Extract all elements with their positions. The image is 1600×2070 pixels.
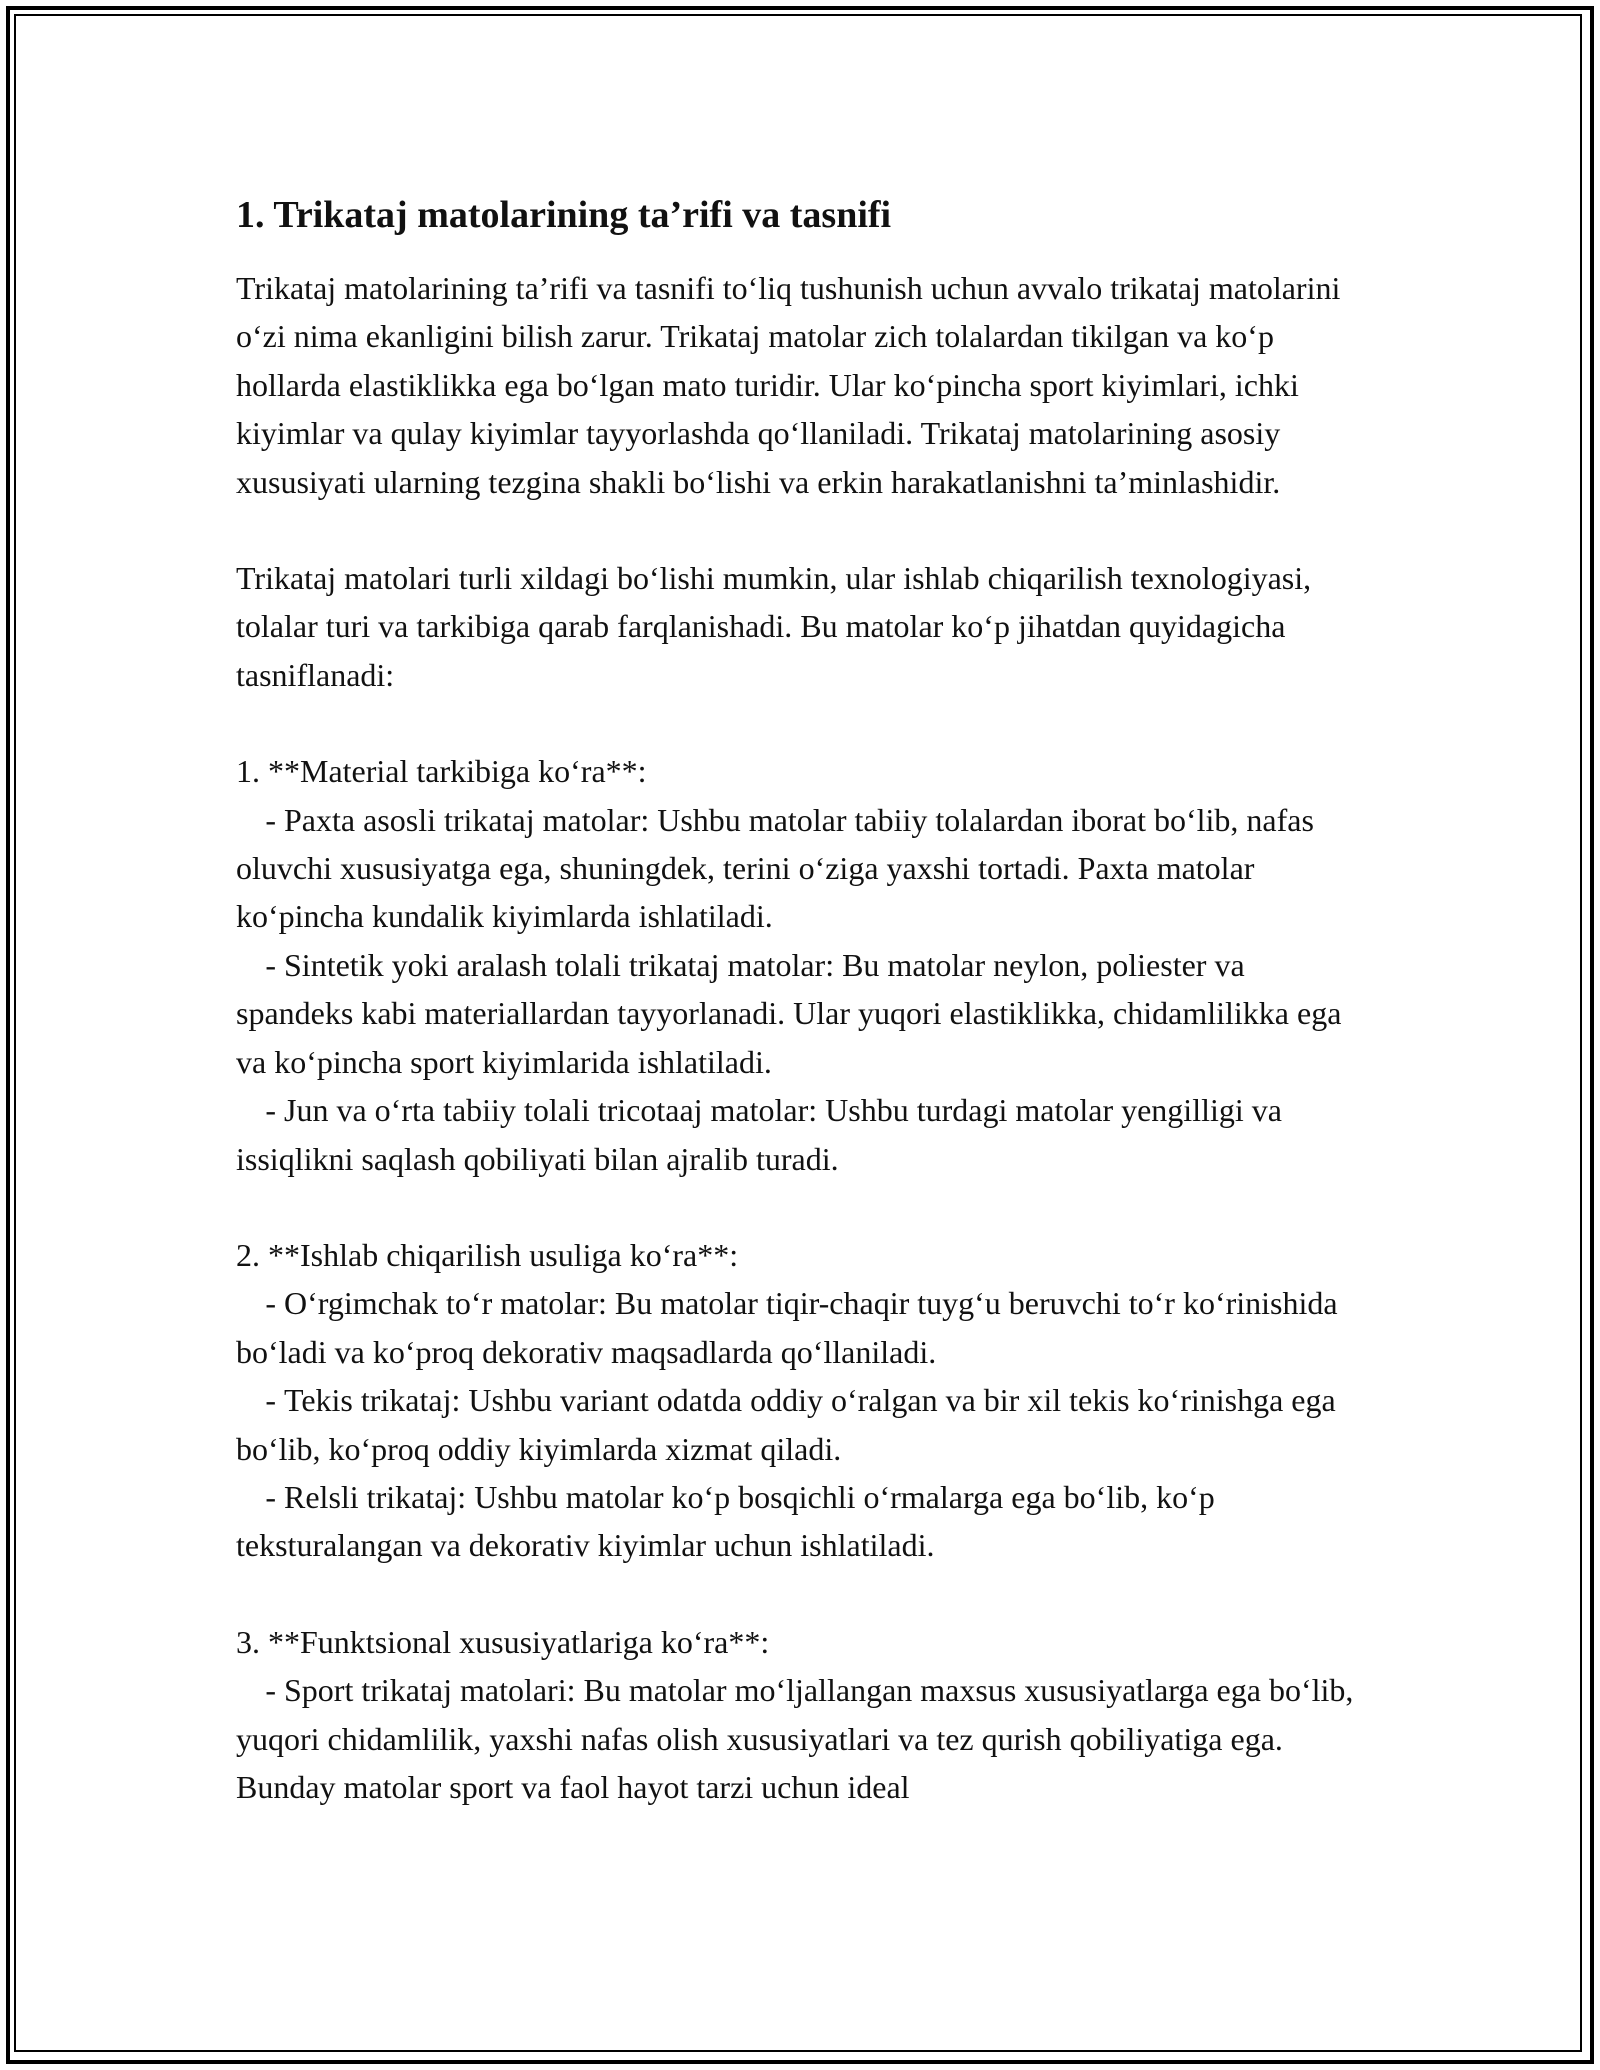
section-title: 3. **Funktsional xususiyatlariga ko‘ra**: bbox=[236, 1623, 770, 1660]
section-title: 2. **Ishlab chiqarilish usuliga ko‘ra**: bbox=[236, 1236, 739, 1273]
section-title: 1. **Material tarkibiga ko‘ra**: bbox=[236, 753, 647, 790]
list-item: - Tekis trikataj: Ushbu variant odatda oddiy o‘ralgan va bir xil tekis ko‘rinishga ega bo‘lib, ko‘proq oddiy kiyimlarda xizmat qiladi. bbox=[236, 1382, 1336, 1467]
document-body bbox=[236, 186, 1366, 1859]
paragraph-classification-intro: Trikataj matolari turli xildagi bo‘lishi mumkin, ular ishlab chiqarilish texnologiyasi, tolalar turi va tarkibiga qarab farqlanishadi. Bu matolar ko‘p jihatdan quyidagicha tasniflanadi: bbox=[236, 560, 1312, 693]
list-item-text: Tekis trikataj: Ushbu variant odatda oddiy o‘ralgan va bir xil tekis ko‘rinishga ega bo‘lib, ko‘proq oddiy kiyimlarda xizmat qiladi. bbox=[236, 1382, 1336, 1467]
list-item-text: Sintetik yoki aralash tolali trikataj matolar: Bu matolar neylon, poliester va spandeks kabi materiallardan tayyorlanadi. Ular yuqori elastiklikka, chidamlilikka ega va ko‘pincha sport kiyimlarida ishlatiladi. bbox=[236, 946, 1342, 1080]
list-item-text: O‘rgimchak to‘r matolar: Bu matolar tiqir-chaqir tuyg‘u beruvchi to‘r ko‘rinishida bo‘ladi va ko‘proq dekorativ maqsadlarda qo‘llaniladi. bbox=[236, 1285, 1338, 1370]
list-item: - Sintetik yoki aralash tolali trikataj matolar: Bu matolar neylon, poliester va spandeks kabi materiallardan tayyorlanadi. Ular yuqori elastiklikka, chidamlilikka ega va ko‘pincha sport kiyimlarida ishlatiladi. bbox=[236, 946, 1342, 1080]
list-item: - Sport trikataj matolari: Bu matolar mo‘ljallangan maxsus xususiyatlarga ega bo‘lib, yuqori chidamlilik, yaxshi nafas olish xususiyatlari va tez qurish qobiliyatiga ega. Bunday matolar sport va faol hayot tarzi uchun ideal bbox=[236, 1672, 1354, 1805]
list-item-text: Jun va o‘rta tabiiy tolali tricotaaj matolar: Ushbu turdagi matolar yengilligi va issiqlikni saqlash qobiliyati bilan ajralib turadi. bbox=[236, 1092, 1282, 1177]
section-material-composition bbox=[236, 747, 1366, 1183]
section-production-method bbox=[236, 1231, 1366, 1570]
section-functional-properties bbox=[236, 1618, 1366, 1812]
list-item-text: Paxta asosli trikataj matolar: Ushbu matolar tabiiy tolalardan iborat bo‘lib, nafas oluvchi xususiyatga ega, shuningdek, terini o‘ziga yaxshi tortadi. Paxta matolar ko‘pincha kundalik kiyimlarda ishlatiladi. bbox=[236, 801, 1314, 935]
list-item: - Paxta asosli trikataj matolar: Ushbu matolar tabiiy tolalardan iborat bo‘lib, nafas oluvchi xususiyatga ega, shuningdek, terini o‘ziga yaxshi tortadi. Paxta matolar ko‘pincha kundalik kiyimlarda ishlatiladi. bbox=[236, 801, 1314, 935]
list-item-text: Relsli trikataj: Ushbu matolar ko‘p bosqichli o‘rmalarga ega bo‘lib, ko‘p teksturalangan va dekorativ kiyimlar uchun ishlatiladi. bbox=[236, 1478, 1215, 1564]
list-item: - Relsli trikataj: Ushbu matolar ko‘p bosqichli o‘rmalarga ega bo‘lib, ko‘p teksturalangan va dekorativ kiyimlar uchun ishlatiladi. bbox=[236, 1478, 1215, 1564]
list-item: - Jun va o‘rta tabiiy tolali tricotaaj matolar: Ushbu turdagi matolar yengilligi va issiqlikni saqlash qobiliyati bilan ajralib turadi. bbox=[236, 1092, 1282, 1177]
list-item: - O‘rgimchak to‘r matolar: Bu matolar tiqir-chaqir tuyg‘u beruvchi to‘r ko‘rinishida bo‘ladi va ko‘proq dekorativ maqsadlarda qo‘llaniladi. bbox=[236, 1285, 1338, 1370]
list-item-text: Sport trikataj matolari: Bu matolar mo‘ljallangan maxsus xususiyatlarga ega bo‘lib, yuqori chidamlilik, yaxshi nafas olish xususiyatlari va tez qurish qobiliyatiga ega. Bunday matolar sport va faol hayot tarzi uchun ideal bbox=[236, 1672, 1354, 1805]
paragraph-definition: Trikataj matolarining ta’rifi va tasnifi to‘liq tushunish uchun avvalo trikataj matolarini o‘zi nima ekanligini bilish zarur. Trikataj matolar zich tolalardan tikilgan va ko‘p hollarda elastiklikka ega bo‘lgan mato turidir. Ular ko‘pincha sport kiyimlari, ichki kiyimlar va qulay kiyimlar tayyorlashda qo‘llaniladi. Trikataj matolarining asosiy xususiyati ularning tezgina shakli bo‘lishi va erkin harakatlanishni ta’minlashidir. bbox=[236, 270, 1341, 500]
document-title: 1. Trikataj matolarining ta’rifi va tasnifi bbox=[236, 194, 892, 236]
